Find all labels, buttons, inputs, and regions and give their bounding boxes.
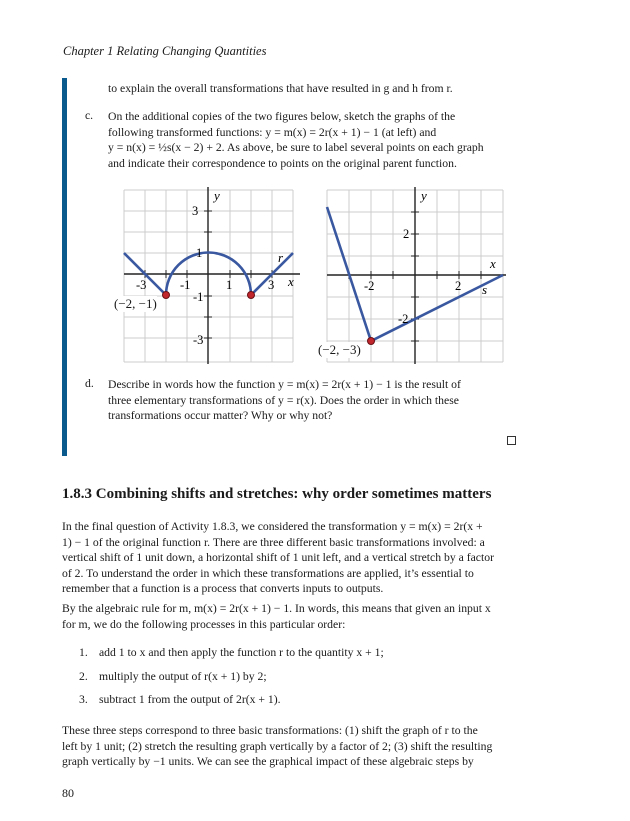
graph-right-point <box>368 338 375 345</box>
step-3-text: subtract 1 from the output of 2r(x + 1). <box>99 693 281 706</box>
para1-line-5: remember that a function is a process that converts inputs to outputs. <box>62 582 384 595</box>
graph-left-y-tick-neg3: -3 <box>193 333 204 347</box>
step-2-text: multiply the output of r(x + 1) by 2; <box>99 670 267 683</box>
graph-right-x-tick-2: 2 <box>455 279 462 293</box>
graph-right-function-label: s <box>482 282 488 297</box>
part-d-line-1: Describe in words how the function y = m(x) = 2r(x + 1) − 1 is the result of <box>108 378 461 391</box>
graph-left-function-label: r <box>278 250 284 265</box>
step-1-number: 1. <box>79 646 88 659</box>
part-c-line-1: On the additional copies of the two figures below, sketch the graphs of the <box>108 110 456 123</box>
part-c-label: c. <box>85 109 94 122</box>
part-d-text <box>108 377 517 424</box>
para1-line-4: of 2. To understand the order in which these transformations are applied, it’s essential to <box>62 566 474 580</box>
graph-left-y-label: y <box>214 188 220 203</box>
graph-right-x-tick-neg2: -2 <box>364 279 375 293</box>
body-paragraph-1 <box>62 519 532 597</box>
part-c-text <box>108 109 517 171</box>
graph-left-x-tick-3: 3 <box>268 278 275 292</box>
graph-left-point-b <box>248 292 255 299</box>
graph-right <box>318 182 508 367</box>
section-title: 1.8.3 Combining shifts and stretches: why order sometimes matters <box>62 486 492 502</box>
step-2-number: 2. <box>79 670 88 683</box>
activity-continuation: to explain the overall transformations that have resulted in g and h from r. <box>108 82 453 95</box>
part-c-line-4: and indicate their correspondence to points on the original parent function. <box>108 156 457 170</box>
graph-left-x-label: x <box>288 274 294 289</box>
para2-line-1: By the algebraic rule for m, m(x) = 2r(x + 1) − 1. In words, this means that given an input x <box>62 602 491 615</box>
part-d-line-2: three elementary transformations of y = r(x). Does the order in which these <box>108 393 459 407</box>
part-d-line-3: transformations occur matter? Why or why not? <box>108 409 333 422</box>
body-paragraph-3 <box>62 723 532 770</box>
activity-sidebar-bar <box>62 78 67 456</box>
graph-left-x-tick-neg3: -3 <box>136 278 147 292</box>
graph-left-point-label: (−2, −1) <box>114 296 157 311</box>
para3-line-2: left by 1 unit; (2) stretch the resulting graph vertically by a factor of 2; (3) shift the resulting <box>62 739 493 753</box>
step-1-text: add 1 to x and then apply the function r to the quantity x + 1; <box>99 646 384 659</box>
graph-right-x-label: x <box>490 256 496 271</box>
para1-line-2: 1) − 1 of the original function r. There are three different basic transformations involved: a <box>62 535 485 549</box>
graph-right-y-tick-2: 2 <box>403 227 410 241</box>
para1-line-1: In the final question of Activity 1.8.3, we considered the transformation y = m(x) = 2r(x + <box>62 520 483 533</box>
para3-line-1: These three steps correspond to three basic transformations: (1) shift the graph of r to the <box>62 724 478 737</box>
graph-left-y-tick-3: 3 <box>192 204 199 218</box>
part-c-line-3: y = n(x) = ½s(x − 2) + 2. As above, be sure to label several points on each graph <box>108 141 484 154</box>
graph-left-x-tick-neg1: -1 <box>180 278 191 292</box>
graph-left-y-tick-neg1: -1 <box>193 290 204 304</box>
part-d-label: d. <box>85 377 94 390</box>
qed-box <box>507 436 516 445</box>
part-c-line-2: following transformed functions: y = m(x) = 2r(x + 1) − 1 (at left) and <box>108 125 437 139</box>
graph-left <box>110 182 300 367</box>
graph-left-x-tick-1: 1 <box>226 278 233 292</box>
chapter-header: Chapter 1 Relating Changing Quantities <box>63 44 267 58</box>
page-number: 80 <box>62 786 74 800</box>
para2-line-2: for m, we do the following processes in this particular order: <box>62 617 346 631</box>
para3-line-3: graph vertically by −1 units. We can see the graphical impact of these algebraic steps by <box>62 755 474 768</box>
body-paragraph-2 <box>62 601 532 632</box>
graph-left-point-a <box>163 292 170 299</box>
graph-right-point-label: (−2, −3) <box>318 342 361 357</box>
graph-right-y-tick-neg2: -2 <box>398 312 409 326</box>
para1-line-3: vertical shift of 1 unit down, a horizontal shift of 1 unit left, and a vertical stretch by a factor <box>62 551 494 564</box>
step-3-number: 3. <box>79 693 88 706</box>
graph-left-y-tick-1: 1 <box>196 246 203 260</box>
graph-right-y-label: y <box>421 188 427 203</box>
